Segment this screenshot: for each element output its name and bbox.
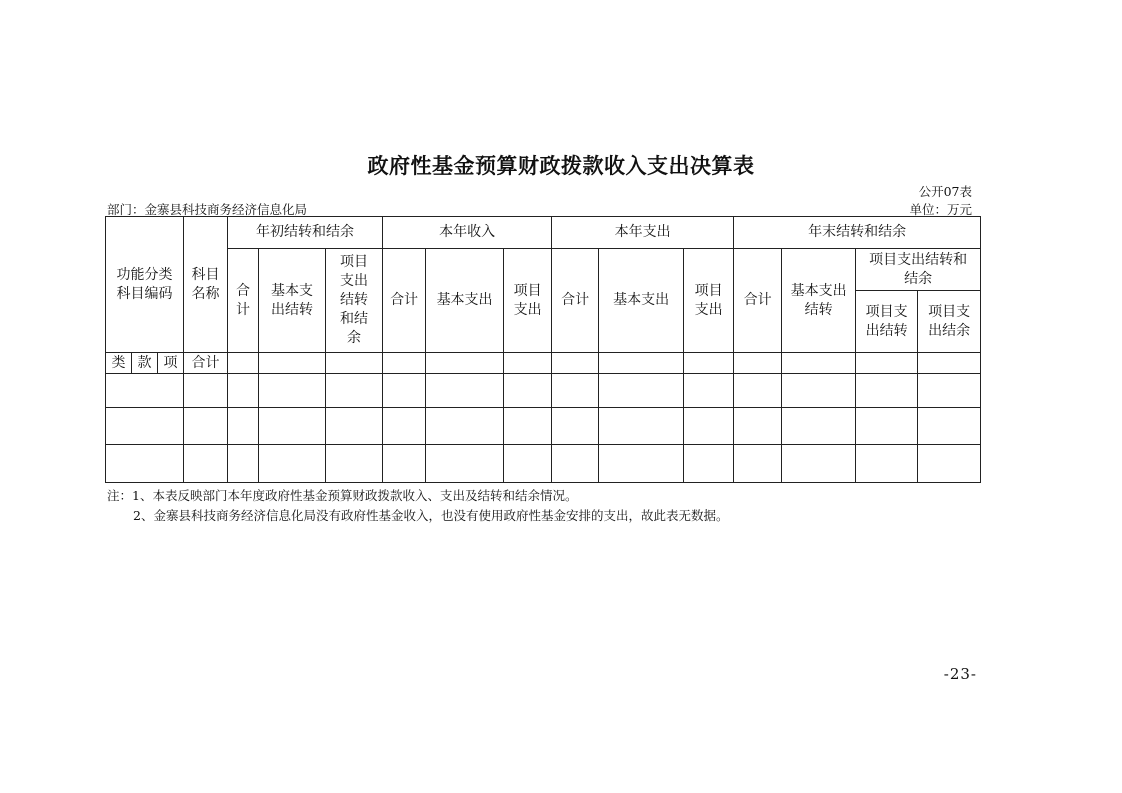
- header-beginning-total: [228, 249, 259, 353]
- page-number: -23-: [943, 665, 977, 683]
- table-cell: [552, 353, 599, 374]
- table-cell: [918, 408, 981, 445]
- header-ending-basic-l2: 结转: [804, 301, 833, 318]
- header-beginning-basic: [259, 249, 326, 353]
- header-expense-project-l2: 支出: [694, 301, 723, 318]
- table-cell: [782, 374, 856, 408]
- header-beginning-basic-l1: 基本支: [271, 282, 314, 299]
- department-label: 部门：金寨县科技商务经济信息化局: [107, 202, 308, 217]
- table-cell: [383, 408, 426, 445]
- header-income-project: [504, 249, 552, 353]
- table-cell: [383, 353, 426, 374]
- table-cell: [552, 445, 599, 483]
- table-cell: [856, 445, 918, 483]
- table-cell: [684, 353, 734, 374]
- header-ending-total: 合计: [734, 249, 782, 353]
- table-cell: [326, 353, 383, 374]
- header-beginning-project-l4: 和结: [340, 311, 369, 327]
- table-cell: [782, 353, 856, 374]
- table-cell: [259, 353, 326, 374]
- header-expense-project: [684, 249, 734, 353]
- header-beginning-project: [326, 249, 383, 353]
- table-code: 公开07表: [918, 184, 972, 199]
- code-part-section: 款: [132, 353, 158, 374]
- code-part-class: 类: [106, 353, 132, 374]
- header-func-code: [106, 217, 184, 353]
- unit-label: 单位：万元: [909, 202, 972, 217]
- table-cell: [504, 445, 552, 483]
- table-cell: [684, 374, 734, 408]
- header-expense-total: 合计: [552, 249, 599, 353]
- header-subject-name: [184, 217, 228, 353]
- header-income-project-l2: 支出: [513, 301, 542, 318]
- notes: [107, 486, 728, 526]
- table-cell: [504, 408, 552, 445]
- table-row: [106, 408, 981, 445]
- header-ending-project-group: [856, 249, 981, 291]
- header-ending-basic-l1: 基本支出: [790, 282, 847, 299]
- table-cell: [856, 408, 918, 445]
- header-ending-project-carry-l1: 项目支: [865, 303, 908, 320]
- table-cell: [228, 374, 259, 408]
- table-cell: [734, 374, 782, 408]
- table-cell: [918, 374, 981, 408]
- header-ending-project-balance: [918, 291, 981, 353]
- table-cell: [504, 353, 552, 374]
- header-func-code-l2: 科目编码: [116, 285, 173, 302]
- table-cell: [599, 353, 684, 374]
- table-cell: [228, 445, 259, 483]
- header-group-ending: 年末结转和结余: [734, 217, 981, 249]
- note-2: 2、金寨县科技商务经济信息化局没有政府性基金收入，也没有使用政府性基金安排的支出，故此表无数据。: [133, 508, 729, 523]
- header-beginning-project-l1: 项目: [340, 254, 369, 270]
- header-expense-basic: 基本支出: [599, 249, 684, 353]
- header-ending-basic: [782, 249, 856, 353]
- table-cell: [684, 445, 734, 483]
- table-cell: [106, 408, 184, 445]
- header-expense-project-l1: 项目: [694, 282, 723, 299]
- header-group-beginning: 年初结转和结余: [228, 217, 383, 249]
- header-income-basic: 基本支出: [426, 249, 504, 353]
- report-title: 政府性基金预算财政拨款收入支出决算表: [367, 154, 755, 178]
- table-cell: [106, 374, 184, 408]
- table-cell: [782, 445, 856, 483]
- table-cell: [184, 445, 228, 483]
- table-cell: [184, 374, 228, 408]
- table-cell: [426, 445, 504, 483]
- header-ending-project-carry-l2: 出结转: [865, 322, 908, 339]
- table-cell: [552, 408, 599, 445]
- note-1: 注：1、本表反映部门本年度政府性基金预算财政拨款收入、支出及结转和结余情况。: [107, 488, 578, 503]
- table-cell: [383, 445, 426, 483]
- header-income-total: 合计: [383, 249, 426, 353]
- header-beginning-basic-l2: 出结转: [271, 301, 314, 318]
- table-cell: [228, 408, 259, 445]
- table-row: [106, 374, 981, 408]
- table-cell: [599, 408, 684, 445]
- table-row: [106, 445, 981, 483]
- table-cell: [426, 374, 504, 408]
- table-cell: [259, 408, 326, 445]
- table-cell: [856, 374, 918, 408]
- table-cell: [856, 353, 918, 374]
- header-beginning-project-l5: 余: [347, 330, 362, 346]
- header-subject-name-l1: 科目: [191, 266, 220, 283]
- header-beginning-total-l2: 计: [236, 301, 251, 318]
- table-cell: [259, 374, 326, 408]
- table-cell: [599, 374, 684, 408]
- header-row-groups: [106, 217, 981, 249]
- table-cell: [259, 445, 326, 483]
- table-cell: [106, 445, 184, 483]
- code-part-item: 项: [158, 353, 184, 374]
- table-cell: [326, 374, 383, 408]
- header-func-code-l1: 功能分类: [116, 266, 173, 283]
- table-cell: [734, 408, 782, 445]
- table-cell: [426, 408, 504, 445]
- table-cell: [918, 353, 981, 374]
- table-cell: [184, 408, 228, 445]
- header-row-codes: [106, 353, 981, 374]
- table-cell: [383, 374, 426, 408]
- header-ending-project-group-l1: 项目支出结转和: [869, 251, 968, 268]
- header-row-sub: [106, 249, 981, 291]
- table-cell: [684, 408, 734, 445]
- header-group-income: 本年收入: [383, 217, 552, 249]
- table-cell: [228, 353, 259, 374]
- header-beginning-project-l3: 结转: [340, 292, 369, 308]
- header-beginning-project-l2: 支出: [340, 273, 369, 289]
- table-cell: [918, 445, 981, 483]
- header-income-project-l1: 项目: [513, 282, 542, 299]
- header-ending-project-balance-l1: 项目支: [928, 303, 971, 320]
- budget-table: [105, 216, 981, 483]
- table-cell: [326, 408, 383, 445]
- table-cell: [782, 408, 856, 445]
- table-cell: [552, 374, 599, 408]
- table-cell: [599, 445, 684, 483]
- table-cell: [326, 445, 383, 483]
- header-subject-name-l2: 名称: [191, 285, 220, 302]
- header-group-expense: 本年支出: [552, 217, 734, 249]
- header-ending-project-carry: [856, 291, 918, 353]
- subtotal-label: 合计: [184, 353, 228, 374]
- table-cell: [504, 374, 552, 408]
- header-beginning-total-l1: 合: [236, 282, 251, 299]
- table-cell: [734, 445, 782, 483]
- header-ending-project-balance-l2: 出结余: [928, 322, 971, 339]
- table-cell: [426, 353, 504, 374]
- table-cell: [734, 353, 782, 374]
- header-ending-project-group-l2: 结余: [904, 270, 933, 287]
